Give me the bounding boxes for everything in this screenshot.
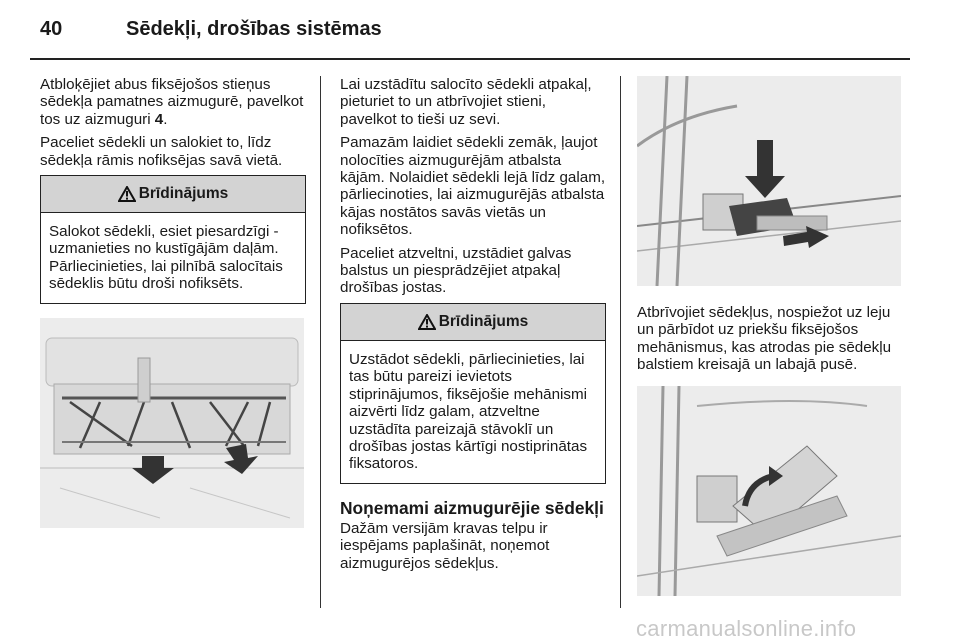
paragraph: Paceliet sēdekli un salokiet to, līdz sēdekļa rāmis nofiksējas savā vietā. [40, 134, 283, 169]
figure-caption: Atbrīvojiet sēdekļus, nospiežot uz leju un pārbīdot uz priekšu fiksējošos mehānismus, kas atrodas pie sēdekļu balstiem kreisajā un labajā pusē. [637, 304, 892, 374]
section-heading: Noņemami aizmugurējie sēdekļi [340, 497, 604, 518]
page-header [40, 18, 920, 48]
paragraph: Atbloķējiet abus fiksējošos stieņus sēdekļa pamatnes aizmugurē, pavelkot tos uz aizmuguri 4. [40, 76, 304, 128]
paragraph: Lai uzstādītu salocīto sēdekli atpakaļ, pieturiet to un atbrīvojiet stieni, pavelkot to tieši uz sevi. [340, 76, 592, 128]
paragraph: Pamazām laidiet sēdekli zemāk, ļaujot nolocīties aizmugurējām atbalsta kājām. Nolaidiet sēdekli lejā līdz galam, pārliecinoties, lai aizmugurējās atbalsta kājas nostātos savās vietās un nofiksētos. [340, 134, 606, 239]
warning-title: Brīdinājums [438, 313, 529, 331]
warning-text: Salokot sēdekli, esiet piesardzīgi - uzmanieties no kustīgājām daļām. Pārliecinieties, lai pilnībā salocītais sēdeklis būtu droši nofiksēts. [49, 223, 283, 293]
column-divider-1 [320, 76, 321, 608]
warning-box [340, 303, 606, 484]
warning-triangle-icon [118, 186, 136, 202]
column-2 [340, 76, 606, 578]
column-divider-2 [620, 76, 621, 608]
warning-triangle-icon [418, 314, 436, 330]
column-3 [637, 76, 903, 596]
column-1 [40, 76, 306, 528]
paragraph: Dažām versijām kravas telpu ir iespējams paplašināt, noņemot aizmugurējos sēdekļus. [340, 519, 550, 572]
warning-box [40, 175, 306, 304]
watermark: carmanualsonline.info [636, 616, 857, 641]
warning-text: Uzstādot sēdekli, pārliecinieties, lai tas būtu pareizi ievietots stiprinājumos, fiksējošie mehānismi aizvērti līdz galam, atzveltne uzstādīta pareizajā stāvoklī un drošības jostas kārtīgi nostiprinātas fiksatoros. [349, 350, 588, 473]
seat-folding-illustration [40, 318, 304, 528]
paragraph: Paceliet atzveltni, uzstādiet galvas balstus un piesprādzējiet atpakaļ drošības jostas. [340, 244, 572, 297]
warning-header [341, 304, 605, 341]
release-mechanism-illustration [637, 76, 901, 286]
warning-title: Brīdinājums [138, 185, 229, 203]
page-title: Sēdekļi, drošības sistēmas [126, 18, 382, 40]
warning-header [41, 176, 305, 213]
header-divider [30, 58, 910, 60]
page-number: 40 [40, 18, 63, 40]
seat-support-illustration [637, 386, 901, 596]
